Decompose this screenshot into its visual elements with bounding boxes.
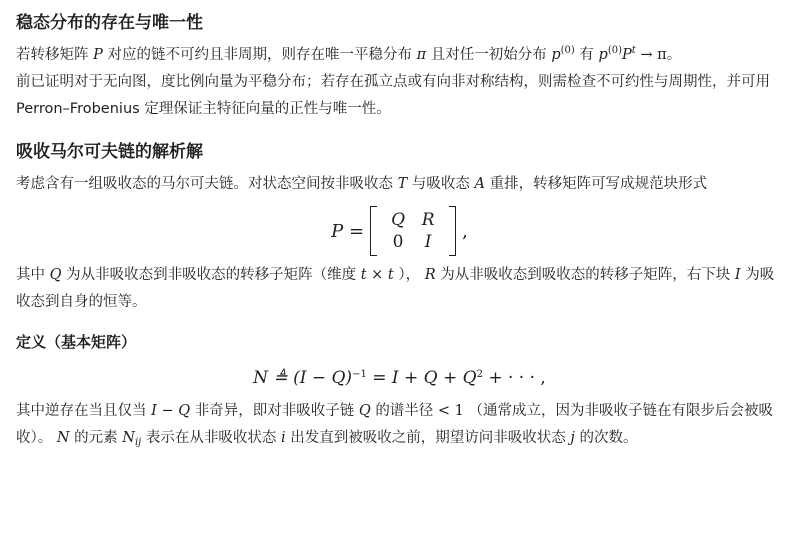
fundamental-matrix-equation: N ≜ $(I - Q)^{-1} = I + Q + Q^2$ + · · · ,: [253, 368, 546, 388]
block-matrix-equation: P = Q R 0 I ,: [16, 206, 783, 256]
section-title-stationary: 稳态分布的存在与唯一性: [16, 13, 203, 33]
matrix-entry-zero: 0: [392, 232, 404, 252]
paragraph-stationary-2: 前已证明对于无向图，度比例向量为平稳分布；若存在孤立点或有向非对称结构，则需检查不可约性与周期性，并可用 Perron–Frobenius 定理保证主特征向量的正性与唯一性。: [16, 74, 770, 117]
paragraph-stationary-1: 若转移矩阵 P 对应的链不可约且非周期，则存在唯一平稳分布 π 且对任一初始分布 $p^{(0)}$ 有 $p^{(0)}P^t \to \pi$。: [16, 45, 682, 63]
matrix-entry-r: R: [421, 210, 435, 230]
section-title-absorbing: 吸收马尔可夫链的解析解: [16, 142, 203, 162]
block-matrix: [383, 210, 443, 252]
right-bracket: [449, 206, 456, 256]
matrix-entry-i: I: [424, 232, 432, 252]
paragraph-absorbing-1: 考虑含有一组吸收态的马尔可夫链。对状态空间按非吸收态 T 与吸收态 A 重排，转移矩阵可写成规范块形式: [16, 176, 708, 192]
left-bracket: [370, 206, 377, 256]
matrix-entry-q: Q: [391, 210, 406, 230]
definition-title: 定义（基本矩阵）: [16, 333, 137, 351]
paragraph-definition: 其中逆存在当且仅当 I − Q 非奇异，即对非吸收子链 Q 的谱半径 < 1 （通常成立，因为非吸收子链在有限步后会被吸收）。 N 的元素 $N_{ij}$ 表示在从非吸收状态 i 出发直到被吸收之前，期望访问非吸收状态 j 的次数。: [16, 403, 774, 448]
paragraph-absorbing-2: 其中 Q 为从非吸收态到非吸收态的转移子矩阵（维度 t × t ）， R 为从非吸收态到吸收态的转移子矩阵，右下块 I 为吸收态到自身的恒等。: [16, 267, 775, 310]
